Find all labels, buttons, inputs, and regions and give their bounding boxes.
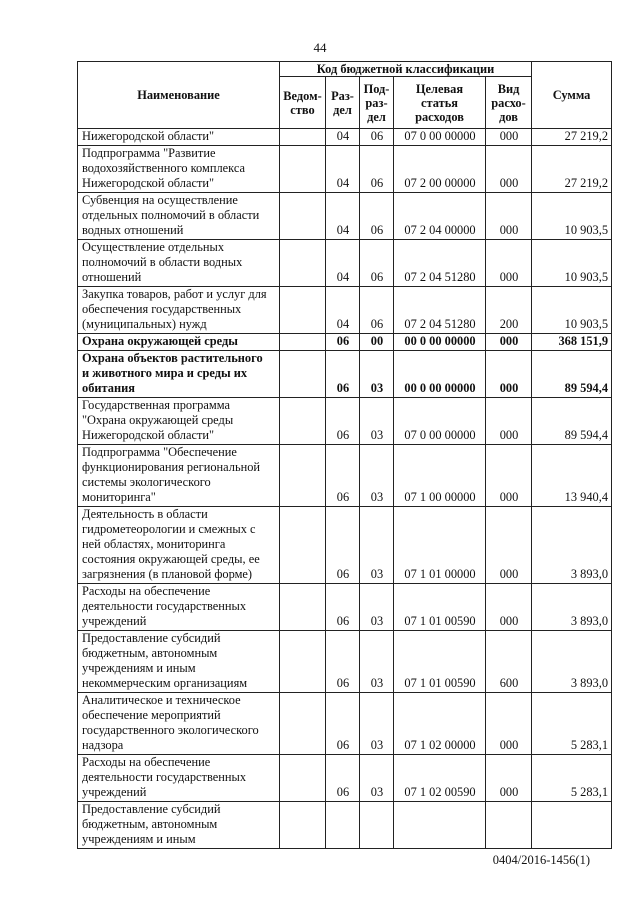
budget-table <box>77 61 612 849</box>
table-row <box>78 755 612 802</box>
row-sum: 10 903,5 <box>532 240 612 287</box>
row-vedomstvo <box>280 507 326 584</box>
row-sum: 89 594,4 <box>532 351 612 398</box>
row-vedomstvo <box>280 240 326 287</box>
row-razdel: 06 <box>326 693 360 755</box>
table-row <box>78 129 612 146</box>
table-row <box>78 146 612 193</box>
row-name: Осуществление отдельных полномочий в области водных отношений <box>78 240 280 287</box>
row-vedomstvo <box>280 755 326 802</box>
row-vedomstvo <box>280 351 326 398</box>
row-sum: 3 893,0 <box>532 631 612 693</box>
table-row <box>78 240 612 287</box>
row-podrazdel: 03 <box>360 351 394 398</box>
row-name: Нижегородской области" <box>78 129 280 146</box>
row-vedomstvo <box>280 398 326 445</box>
table-row <box>78 507 612 584</box>
row-podrazdel: 03 <box>360 755 394 802</box>
row-target-article: 07 2 04 00000 <box>394 193 486 240</box>
row-podrazdel: 06 <box>360 193 394 240</box>
row-target-article: 07 2 00 00000 <box>394 146 486 193</box>
row-target-article: 07 1 01 00590 <box>394 631 486 693</box>
row-sum: 10 903,5 <box>532 193 612 240</box>
row-name: Закупка товаров, работ и услуг для обеспечения государственных (муниципальных) нужд <box>78 287 280 334</box>
row-razdel <box>326 802 360 849</box>
row-razdel: 06 <box>326 334 360 351</box>
row-sum: 89 594,4 <box>532 398 612 445</box>
row-target-article: 07 2 04 51280 <box>394 287 486 334</box>
row-razdel: 06 <box>326 631 360 693</box>
row-razdel: 04 <box>326 146 360 193</box>
row-sum: 5 283,1 <box>532 755 612 802</box>
row-podrazdel: 06 <box>360 146 394 193</box>
row-target-article <box>394 802 486 849</box>
document-number: 0404/2016-1456(1) <box>492 853 590 867</box>
row-razdel: 06 <box>326 398 360 445</box>
row-vedomstvo <box>280 334 326 351</box>
header-target: Целевая статья расходов <box>394 77 486 129</box>
row-podrazdel: 03 <box>360 445 394 507</box>
row-name: Предоставление субсидий бюджетным, автономным учреждениям и иным некоммерческим организациям <box>78 631 280 693</box>
row-podrazdel <box>360 802 394 849</box>
row-target-article: 07 1 02 00000 <box>394 693 486 755</box>
row-podrazdel: 03 <box>360 693 394 755</box>
row-expense-type: 600 <box>486 631 532 693</box>
row-expense-type: 000 <box>486 445 532 507</box>
row-name: Субвенция на осуществление отдельных полномочий в области водных отношений <box>78 193 280 240</box>
row-name: Предоставление субсидий бюджетным, автономным учреждениям и иным <box>78 802 280 849</box>
table-row <box>78 334 612 351</box>
row-name: Охрана окружающей среды <box>78 334 280 351</box>
row-target-article: 07 1 02 00590 <box>394 755 486 802</box>
header-podrazdel: Под- раз- дел <box>360 77 394 129</box>
row-target-article: 07 0 00 00000 <box>394 398 486 445</box>
row-razdel: 06 <box>326 507 360 584</box>
row-vedomstvo <box>280 445 326 507</box>
row-sum: 3 893,0 <box>532 507 612 584</box>
table-row <box>78 445 612 507</box>
row-name: Аналитическое и техническое обеспечение мероприятий государственного экологического надзора <box>78 693 280 755</box>
row-razdel: 04 <box>326 287 360 334</box>
header-razdel: Раз- дел <box>326 77 360 129</box>
row-expense-type: 200 <box>486 287 532 334</box>
row-sum: 368 151,9 <box>532 334 612 351</box>
row-sum: 10 903,5 <box>532 287 612 334</box>
row-vedomstvo <box>280 146 326 193</box>
row-expense-type: 000 <box>486 398 532 445</box>
row-expense-type: 000 <box>486 507 532 584</box>
table-row <box>78 193 612 240</box>
row-name: Подпрограмма "Развитие водохозяйственного комплекса Нижегородской области" <box>78 146 280 193</box>
row-name: Подпрограмма "Обеспечение функционирования региональной системы экологического мониторинга" <box>78 445 280 507</box>
row-vedomstvo <box>280 287 326 334</box>
table-row <box>78 631 612 693</box>
row-razdel: 06 <box>326 445 360 507</box>
row-target-article: 00 0 00 00000 <box>394 351 486 398</box>
row-podrazdel: 06 <box>360 240 394 287</box>
row-expense-type: 000 <box>486 129 532 146</box>
row-expense-type: 000 <box>486 351 532 398</box>
row-name: Государственная программа "Охрана окружающей среды Нижегородской области" <box>78 398 280 445</box>
row-name: Расходы на обеспечение деятельности государственных учреждений <box>78 584 280 631</box>
row-expense-type: 000 <box>486 584 532 631</box>
row-name: Охрана объектов растительного и животного мира и среды их обитания <box>78 351 280 398</box>
row-razdel: 06 <box>326 584 360 631</box>
table-row <box>78 287 612 334</box>
row-vedomstvo <box>280 802 326 849</box>
row-sum: 5 283,1 <box>532 693 612 755</box>
row-vedomstvo <box>280 693 326 755</box>
row-podrazdel: 06 <box>360 129 394 146</box>
row-expense-type: 000 <box>486 334 532 351</box>
row-razdel: 04 <box>326 129 360 146</box>
table-header <box>78 62 612 129</box>
header-vedomstvo: Ведом- ство <box>280 77 326 129</box>
row-expense-type: 000 <box>486 755 532 802</box>
row-sum: 13 940,4 <box>532 445 612 507</box>
row-razdel: 04 <box>326 240 360 287</box>
row-expense-type <box>486 802 532 849</box>
row-name: Расходы на обеспечение деятельности государственных учреждений <box>78 755 280 802</box>
header-vid: Вид расхо- дов <box>486 77 532 129</box>
row-sum: 3 893,0 <box>532 584 612 631</box>
row-podrazdel: 03 <box>360 631 394 693</box>
row-target-article: 00 0 00 00000 <box>394 334 486 351</box>
header-sum: Сумма <box>532 62 612 129</box>
row-podrazdel: 03 <box>360 584 394 631</box>
row-target-article: 07 1 01 00000 <box>394 507 486 584</box>
row-razdel: 06 <box>326 755 360 802</box>
row-expense-type: 000 <box>486 240 532 287</box>
table-row <box>78 584 612 631</box>
table-row <box>78 351 612 398</box>
page-number: 44 <box>313 40 327 55</box>
row-podrazdel: 06 <box>360 287 394 334</box>
row-expense-type: 000 <box>486 146 532 193</box>
row-razdel: 04 <box>326 193 360 240</box>
row-expense-type: 000 <box>486 193 532 240</box>
row-name: Деятельность в области гидрометеорологии и смежных с ней областях, мониторинга состояния окружающей среды, ее загрязнения (в плановой форме) <box>78 507 280 584</box>
row-vedomstvo <box>280 584 326 631</box>
row-sum: 27 219,2 <box>532 129 612 146</box>
table-row <box>78 802 612 849</box>
row-vedomstvo <box>280 631 326 693</box>
row-target-article: 07 2 04 51280 <box>394 240 486 287</box>
row-podrazdel: 03 <box>360 507 394 584</box>
header-name: Наименование <box>78 62 280 129</box>
row-podrazdel: 00 <box>360 334 394 351</box>
row-sum: 27 219,2 <box>532 146 612 193</box>
row-target-article: 07 1 00 00000 <box>394 445 486 507</box>
row-target-article: 07 1 01 00590 <box>394 584 486 631</box>
row-vedomstvo <box>280 193 326 240</box>
row-target-article: 07 0 00 00000 <box>394 129 486 146</box>
row-vedomstvo <box>280 129 326 146</box>
table-body <box>78 129 612 849</box>
table-row <box>78 398 612 445</box>
row-sum <box>532 802 612 849</box>
row-podrazdel: 03 <box>360 398 394 445</box>
header-code-group: Код бюджетной классификации <box>280 62 532 77</box>
row-razdel: 06 <box>326 351 360 398</box>
row-expense-type: 000 <box>486 693 532 755</box>
table-row <box>78 693 612 755</box>
